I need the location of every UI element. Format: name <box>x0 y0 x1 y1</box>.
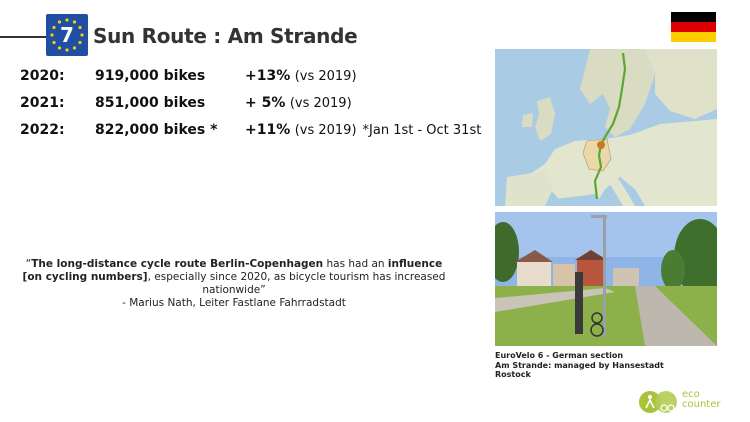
quote-bold-1: The long-distance cycle route Berlin-Copenhagen <box>31 258 324 270</box>
stats-change-value: + 5% <box>245 95 286 111</box>
logo-text-line-2: counter <box>682 399 721 410</box>
stats-year: 2021: <box>20 95 65 111</box>
route-number: 7 <box>60 23 74 47</box>
stats-change <box>245 68 357 84</box>
header-rule <box>0 36 48 38</box>
stats-compare: (vs 2019) <box>289 96 352 111</box>
quote-open-mark: “ <box>25 258 32 270</box>
eco-counter-logo <box>638 388 733 416</box>
stats-bikes: 822,000 bikes * <box>95 122 218 138</box>
stats-year: 2022: <box>20 122 65 138</box>
caption-line-1: EuroVelo 6 - German section <box>495 351 624 360</box>
stats-change <box>245 95 352 111</box>
quote-bold-2: influence [on cycling numbers] <box>22 258 443 283</box>
quote-text-2: , especially since 2020, as bicycle tourism has increased nationwide” <box>147 271 446 296</box>
stats-change-value: +13% <box>245 68 291 84</box>
route-badge <box>46 14 88 56</box>
logo-text-line-1: eco <box>682 389 700 400</box>
photo-caption <box>495 351 664 380</box>
stats-change-value: +11% <box>245 122 291 138</box>
page-title: Sun Route : Am Strande <box>93 24 358 48</box>
logo-text <box>682 390 720 410</box>
stats-change <box>245 122 481 138</box>
stats-year: 2020: <box>20 68 65 84</box>
germany-flag-icon <box>671 12 716 42</box>
route-map-image <box>495 49 717 206</box>
route-photo-image <box>495 212 717 346</box>
stats-footnote: *Jan 1st - Oct 31st <box>362 122 482 138</box>
caption-line-2: Am Strande: managed by Hansestadt <box>495 360 664 370</box>
quote-attribution: - Marius Nath, Leiter Fastlane Fahrradstadt <box>122 297 346 309</box>
quote-block <box>20 258 448 310</box>
quote-text-1: has had an <box>323 258 388 270</box>
stats-compare: (vs 2019) <box>294 123 357 138</box>
eco-counter-logo-icon <box>638 388 680 416</box>
stats-bikes: 919,000 bikes <box>95 68 206 84</box>
caption-line-3: Rostock <box>495 370 531 379</box>
stats-bikes: 851,000 bikes <box>95 95 206 111</box>
stats-compare: (vs 2019) <box>294 69 357 84</box>
